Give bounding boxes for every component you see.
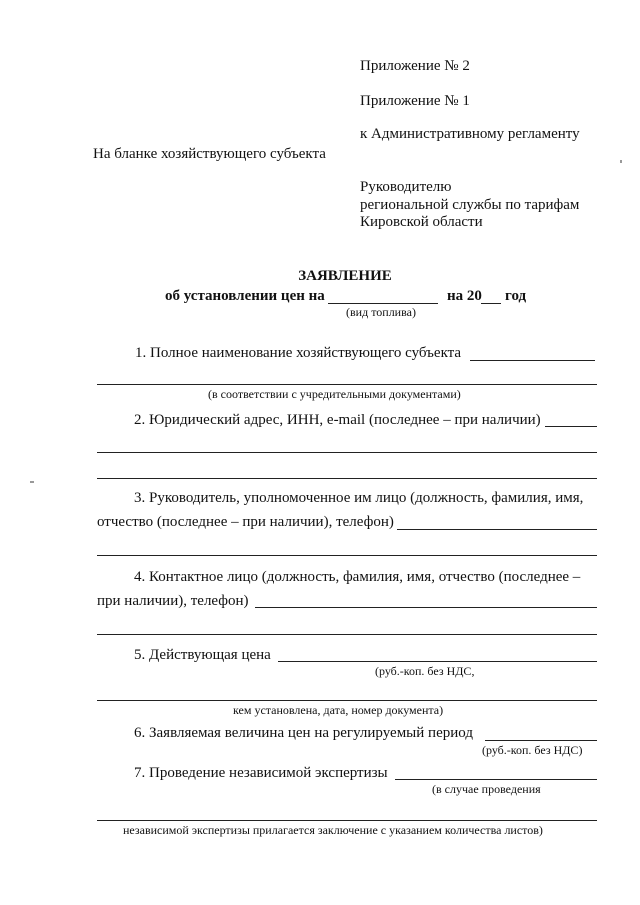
title-subtitle-year-prefix: на 20 xyxy=(447,288,482,304)
item-2-field-cont-1[interactable] xyxy=(97,452,597,453)
fuel-type-field[interactable] xyxy=(328,303,438,304)
item-1-hint: (в соответствии с учредительными документами) xyxy=(208,387,461,401)
addressee-line-1: Руководителю xyxy=(360,179,452,195)
item-3-label-line-2: отчество (последнее – при наличии), телефон) xyxy=(97,514,394,530)
item-5-field[interactable] xyxy=(278,661,597,662)
year-field[interactable] xyxy=(481,303,501,304)
fuel-type-hint: (вид топлива) xyxy=(346,305,416,319)
addressee-line-3: Кировской области xyxy=(360,214,483,230)
item-7-field-cont[interactable] xyxy=(97,820,597,821)
addressee-line-2: региональной службы по тарифам xyxy=(360,197,580,213)
item-7-label: 7. Проведение независимой экспертизы xyxy=(134,765,388,781)
item-2-field-cont-2[interactable] xyxy=(97,478,597,479)
title-subtitle-prefix: об установлении цен на xyxy=(165,288,325,304)
appendix-2-label: Приложение № 2 xyxy=(360,58,470,74)
item-5-label: 5. Действующая цена xyxy=(134,647,271,663)
item-5-field-cont[interactable] xyxy=(97,700,597,701)
appendix-1-label: Приложение № 1 xyxy=(360,93,470,109)
item-4-label-line-2: при наличии), телефон) xyxy=(97,593,249,609)
item-1-label: 1. Полное наименование хозяйствующего субъекта xyxy=(135,345,462,361)
scan-speck xyxy=(620,160,622,163)
item-5-hint-2: кем установлена, дата, номер документа) xyxy=(233,703,444,717)
item-4-label-line-1: 4. Контактное лицо (должность, фамилия, имя, отчество (последнее – xyxy=(134,569,581,585)
item-5-hint-1: (руб.-коп. без НДС, xyxy=(375,664,475,678)
document-title: ЗАЯВЛЕНИЕ xyxy=(298,268,392,284)
letterhead-note: На бланке хозяйствующего субъекта xyxy=(93,146,326,162)
item-3-field-cont[interactable] xyxy=(97,555,597,556)
scan-speck xyxy=(30,481,34,483)
title-subtitle-year-suffix: год xyxy=(505,288,527,304)
item-2-label: 2. Юридический адрес, ИНН, e-mail (последнее – при наличии) xyxy=(134,412,541,428)
item-1-field[interactable] xyxy=(470,360,595,361)
item-6-hint: (руб.-коп. без НДС) xyxy=(482,743,583,757)
item-4-field-cont[interactable] xyxy=(97,634,597,635)
item-1-field-cont[interactable] xyxy=(97,384,597,385)
regulation-label: к Административному регламенту xyxy=(360,126,580,142)
item-2-field[interactable] xyxy=(545,426,597,427)
item-6-label: 6. Заявляемая величина цен на регулируемый период xyxy=(134,725,473,741)
item-7-hint-2: независимой экспертизы прилагается заключение с указанием количества листов) xyxy=(123,823,543,837)
item-7-hint-1: (в случае проведения xyxy=(432,782,541,796)
item-7-field[interactable] xyxy=(395,779,597,780)
item-3-label-line-1: 3. Руководитель, уполномоченное им лицо (должность, фамилия, имя, xyxy=(134,490,584,506)
item-3-field[interactable] xyxy=(397,529,597,530)
item-4-field[interactable] xyxy=(255,607,597,608)
item-6-field[interactable] xyxy=(485,740,597,741)
